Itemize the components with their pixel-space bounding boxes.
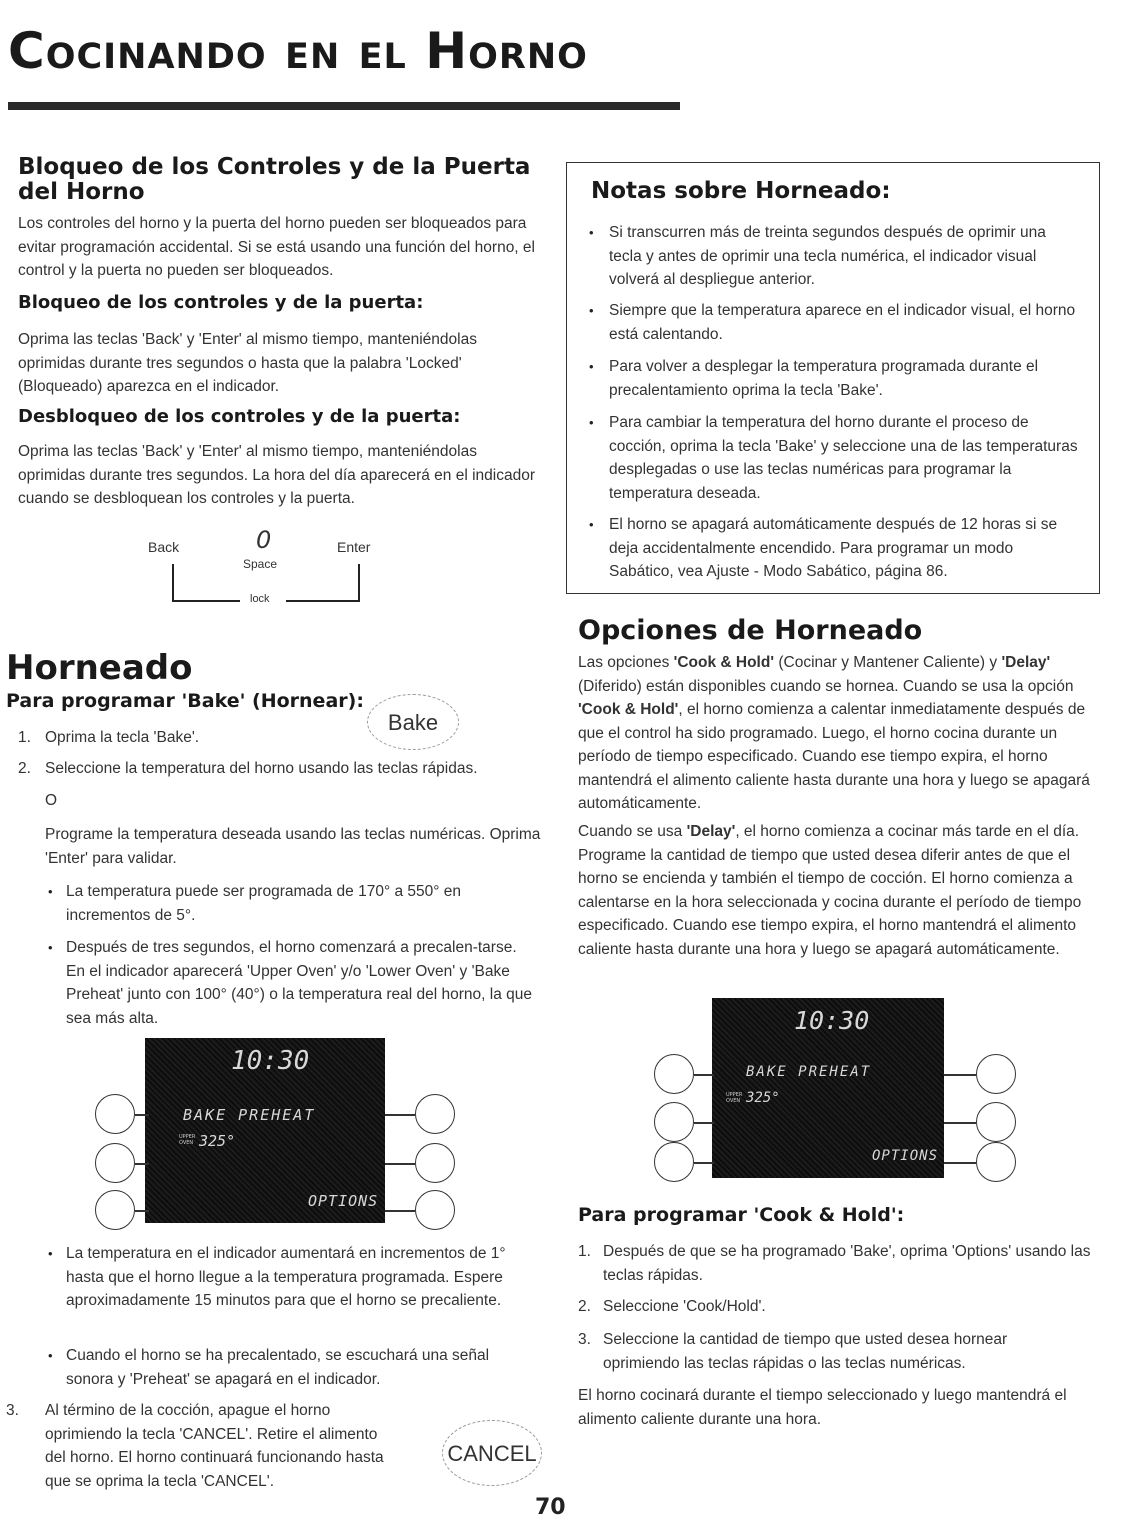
lcd-screen-right — [712, 998, 944, 1178]
softkey-right-3-line — [385, 1210, 415, 1212]
back-key-label: Back — [148, 539, 180, 555]
softkey-left-2[interactable] — [95, 1143, 135, 1183]
note-item-3: • Para volver a desplegar la temperatura programada durante el precalentamiento oprima la tecla 'Bake'. — [589, 358, 1039, 399]
lock-text: Oprima las teclas 'Back' y 'Enter' al mismo tiempo, manteniéndolas oprimidas durante tres segundos o hasta que la palabra 'Locked' (Bloqueado) aparezca en el indicador. — [18, 331, 477, 395]
lock-heading: Bloqueo de los Controles y de la Puerta del Horno — [18, 154, 531, 205]
options-heading: Opciones de Horneado — [578, 615, 923, 646]
softkey-right-2[interactable] — [415, 1143, 455, 1183]
lcd-screen — [145, 1038, 385, 1223]
note-item-1: • Si transcurren más de treinta segundos después de oprimir una tecla y antes de oprimir una tecla numérica, el indicador visual volverá al despliegue anterior. — [589, 224, 1046, 288]
oven-display-right — [654, 998, 1016, 1178]
softkey-rl-1[interactable] — [654, 1054, 694, 1094]
softkey-right-2-line — [385, 1163, 415, 1165]
softkey-right-1[interactable] — [415, 1094, 455, 1134]
softkey-rr-1-line — [944, 1074, 976, 1076]
softkey-left-3-line — [135, 1210, 149, 1212]
softkey-rl-2-line — [694, 1122, 714, 1124]
lcd-status-right: BAKE PREHEAT — [746, 1064, 872, 1080]
lcd-time-right: 10:30 — [794, 1006, 870, 1035]
softkey-rl-1-line — [694, 1074, 714, 1076]
space-key-label: Space — [243, 557, 278, 571]
step1-number: 1. — [18, 729, 31, 746]
cook-step-3-number: 3. — [578, 1331, 591, 1348]
softkey-rr-2[interactable] — [976, 1102, 1016, 1142]
softkey-left-3[interactable] — [95, 1190, 135, 1230]
lcd-status: BAKE PREHEAT — [183, 1106, 316, 1124]
cook-step-1-number: 1. — [578, 1243, 591, 1260]
lcd-options-right: OPTIONS — [872, 1148, 939, 1164]
step2-text: Seleccione la temperatura del horno usando las teclas rápidas. — [45, 760, 478, 777]
lcd-upper-oven: UPPER OVEN — [179, 1134, 196, 1146]
bake-bullet-2: • Después de tres segundos, el horno comenzará a precalen-tarse. En el indicador aparecerá 'Upper Oven' y/o 'Lower Oven' y 'Bake Preheat' junto con 100° (40°) o la temperatura real del horno, la que sea más alta. — [48, 939, 533, 1027]
cook-step-2-text: Seleccione 'Cook/Hold'. — [603, 1298, 766, 1315]
lock-intro: Los controles del horno y la puerta del horno pueden ser bloqueados para evitar programación accidental. Si se está usando una función del horno, el control y la puerta no pueden ser bloqueados. — [18, 215, 535, 279]
zero-key-label: 0 — [256, 526, 272, 554]
cook-hold-heading: Para programar 'Cook & Hold': — [578, 1204, 905, 1226]
notes-box — [566, 162, 1100, 594]
bracket-right-horizontal — [286, 600, 360, 602]
lock-label: lock — [250, 593, 270, 605]
bracket-right-vertical — [358, 564, 360, 602]
softkey-rr-2-line — [944, 1122, 976, 1124]
softkey-rl-3[interactable] — [654, 1142, 694, 1182]
step1-text: Oprima la tecla 'Bake'. — [45, 729, 200, 746]
bake-heading: Horneado — [6, 648, 193, 688]
lcd-temp-right: 325° — [746, 1090, 780, 1106]
page-number: 70 — [535, 1495, 566, 1520]
lock-subheading: Bloqueo de los controles y de la puerta: — [18, 292, 424, 313]
options-paragraph-2: Cuando se usa 'Delay', el horno comienza a cocinar más tarde en el día. Programe la cantidad de tiempo que usted desea diferir antes de que el horno se encienda y también el tiempo de cocción. El horno comienza a calentarse en la hora seleccionada y cocina durante el período de tiempo especificado. Cuando ese tiempo expira, el horno mantendrá el alimento caliente hasta durante una hora y luego se apagará automáticamente. — [578, 823, 1082, 958]
softkey-rr-3[interactable] — [976, 1142, 1016, 1182]
unlock-text: Oprima las teclas 'Back' y 'Enter' al mismo tiempo, manteniéndolas oprimidas durante tres segundos. La hora del día aparecerá en el indicador cuando se desbloquean los controles y la puerta. — [18, 443, 535, 507]
lcd-options: OPTIONS — [308, 1192, 379, 1210]
bake-bullet-1: • La temperatura puede ser programada de 170° a 550° en incrementos de 5°. — [48, 883, 462, 924]
cancel-key: CANCEL — [442, 1420, 542, 1486]
step3-number: 3. — [6, 1402, 19, 1419]
cook-closing: El horno cocinará durante el tiempo seleccionado y luego mantendrá el alimento caliente durante una hora. — [578, 1387, 1067, 1428]
step2-number: 2. — [18, 760, 31, 777]
keypad-diagram — [140, 526, 400, 620]
lcd-upper-oven-right: UPPER OVEN — [726, 1092, 743, 1104]
notes-heading: Notas sobre Horneado: — [591, 178, 891, 204]
note-item-2: • Siempre que la temperatura aparece en el indicador visual, el horno está calentando. — [589, 302, 1076, 343]
bake-bullet-4: • Cuando el horno se ha precalentado, se escuchará una señal sonora y 'Preheat' se apagará en el indicador. — [48, 1347, 490, 1388]
note-item-5: • El horno se apagará automáticamente después de 12 horas si se deja accidentalmente encendido. Para programar un modo Sabático, vea Ajuste - Modo Sabático, página 86. — [589, 516, 1058, 580]
lcd-time: 10:30 — [231, 1046, 310, 1076]
softkey-right-3[interactable] — [415, 1190, 455, 1230]
softkey-rr-1[interactable] — [976, 1054, 1016, 1094]
softkey-rl-2[interactable] — [654, 1102, 694, 1142]
unlock-subheading: Desbloqueo de los controles y de la puerta: — [18, 406, 461, 427]
softkey-left-1[interactable] — [95, 1094, 135, 1134]
title-rule — [8, 102, 680, 110]
page-title: Cocinando en el Horno — [8, 22, 588, 80]
lcd-temp: 325° — [199, 1132, 236, 1150]
options-paragraph-1: Las opciones 'Cook & Hold' (Cocinar y Mantener Caliente) y 'Delay' (Diferido) están disponibles cuando se hornea. Cuando se usa la opción 'Cook & Hold', el horno comienza a calentar inmediatamente después de que el control ha sido programado. Luego, el horno cocina durante un período de tiempo especificado. Cuando ese tiempo expira, el horno mantendrá el alimento caliente hasta durante una hora y luego se apagará automáticamente. — [578, 654, 1090, 812]
softkey-rr-3-line — [944, 1162, 976, 1164]
bracket-left-horizontal — [172, 600, 240, 602]
note-item-4: • Para cambiar la temperatura del horno durante el proceso de cocción, oprima la tecla 'Bake' y seleccione una de las temperaturas desplegadas o use las teclas numéricas para programar la temperatura deseada. — [589, 414, 1078, 502]
softkey-left-2-line — [135, 1163, 149, 1165]
step3-text: Al término de la cocción, apague el horno oprimiendo la tecla 'CANCEL'. Retire el alimento del horno. El horno continuará funcionando hasta que se oprima la tecla 'CANCEL'. — [45, 1402, 384, 1490]
bake-subheading: Para programar 'Bake' (Hornear): — [6, 690, 364, 712]
enter-key-label: Enter — [337, 539, 371, 555]
cook-step-2-number: 2. — [578, 1298, 591, 1315]
softkey-right-1-line — [385, 1114, 415, 1116]
softkey-rl-3-line — [694, 1162, 714, 1164]
bake-bullet-3: • La temperatura en el indicador aumentará en incrementos de 1° hasta que el horno llegue a la temperatura programada. Espere aproximadamente 15 minutos para que el horno se precaliente. — [48, 1245, 506, 1309]
bake-key: Bake — [367, 694, 459, 750]
bracket-left-vertical — [172, 564, 174, 602]
program-text: Programe la temperatura deseada usando las teclas numéricas. Oprima 'Enter' para validar. — [45, 826, 541, 867]
oven-display-left — [95, 1038, 465, 1223]
cook-step-1-text: Después de que se ha programado 'Bake', oprima 'Options' usando las teclas rápidas. — [603, 1243, 1091, 1284]
cook-step-3-text: Seleccione la cantidad de tiempo que usted desea hornear oprimiendo las teclas rápidas o las teclas numéricas. — [603, 1331, 1008, 1372]
softkey-left-1-line — [135, 1114, 149, 1116]
or-text: O — [45, 792, 58, 809]
